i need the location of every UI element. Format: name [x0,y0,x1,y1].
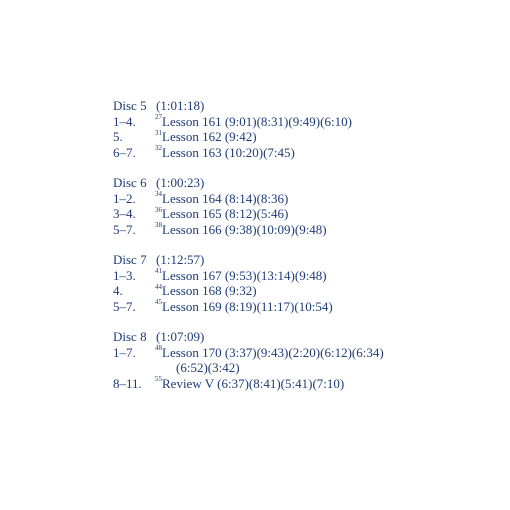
track-number: 1–4. [113,113,136,129]
track-entry-continuation [113,360,493,376]
disc-header [113,252,493,268]
entry-body [155,114,352,130]
track-entry [113,283,493,299]
disc-section [113,252,493,314]
disc-header [113,175,493,191]
entry-body [155,376,344,392]
entry-text: Lesson 161 (9:01)(8:31)(9:49)(6:10) [162,113,352,129]
footnote-ref: 34 [155,190,162,199]
entry-continuation-text: (6:52)(3:42) [176,360,240,375]
disc-duration: (1:01:18) [156,98,205,113]
disc-duration: (1:12:57) [156,252,205,267]
entry-text: Lesson 164 (8:14)(8:36) [162,190,289,206]
disc-title: Disc 7 [113,252,147,267]
track-number: 5–7. [113,221,136,237]
entry-body [155,299,333,315]
track-entry [113,376,493,392]
entry-body [155,206,288,222]
footnote-ref: 41 [155,267,162,276]
entry-text: Lesson 163 (10:20)(7:45) [162,144,295,160]
track-entry [113,299,493,315]
entry-text: Lesson 165 (8:12)(5:46) [162,206,289,221]
track-number: 4. [113,283,123,298]
entry-text: Lesson 170 (3:37)(9:43)(2:20)(6:12)(6:34) [162,344,384,360]
track-number: 8–11. [113,375,142,391]
disc-title: Disc 5 [113,98,147,113]
track-number: 5. [113,129,123,144]
entry-text: Lesson 162 (9:42) [162,129,257,144]
disc-header [113,329,493,345]
entry-text: Lesson 167 (9:53)(13:14)(9:48) [162,267,327,283]
entry-body [155,145,295,161]
entry-body [155,222,327,238]
track-entry [113,222,493,238]
track-number: 1–3. [113,267,136,283]
disc-section [113,329,493,391]
track-entry [113,114,493,130]
disc-header [113,98,493,114]
track-entry [113,206,493,222]
disc-title: Disc 8 [113,329,147,344]
entry-body [155,345,384,361]
disc-section [113,175,493,237]
entry-body [155,268,327,284]
footnote-ref: 55 [155,375,162,384]
footnote-ref: 36 [155,205,162,214]
footnote-ref: 48 [155,344,162,353]
entry-text: Review V (6:37)(8:41)(5:41)(7:10) [162,375,345,391]
entry-text: Lesson 169 (8:19)(11:17)(10:54) [162,298,333,314]
track-entry [113,129,493,145]
entry-text: Lesson 168 (9:32) [162,283,257,298]
track-entry [113,145,493,161]
disc-title: Disc 6 [113,175,147,190]
entry-body [155,191,288,207]
track-number: 1–7. [113,344,136,360]
disc-duration: (1:00:23) [156,175,205,190]
entry-body [155,283,257,299]
track-entry [113,191,493,207]
disc-section [113,98,493,160]
track-number: 6–7. [113,144,136,160]
footnote-ref: 45 [155,298,162,307]
entry-body [155,129,257,145]
footnote-ref: 27 [155,113,162,122]
track-number: 1–2. [113,190,136,206]
entry-text: Lesson 166 (9:38)(10:09)(9:48) [162,221,327,237]
track-entry [113,268,493,284]
footnote-ref: 38 [155,221,162,230]
footnote-ref: 44 [155,282,162,291]
disc-duration: (1:07:09) [156,329,205,344]
track-number: 3–4. [113,206,136,221]
track-number: 5–7. [113,298,136,314]
footnote-ref: 31 [155,128,162,137]
track-entry [113,345,493,361]
footnote-ref: 32 [155,144,162,153]
